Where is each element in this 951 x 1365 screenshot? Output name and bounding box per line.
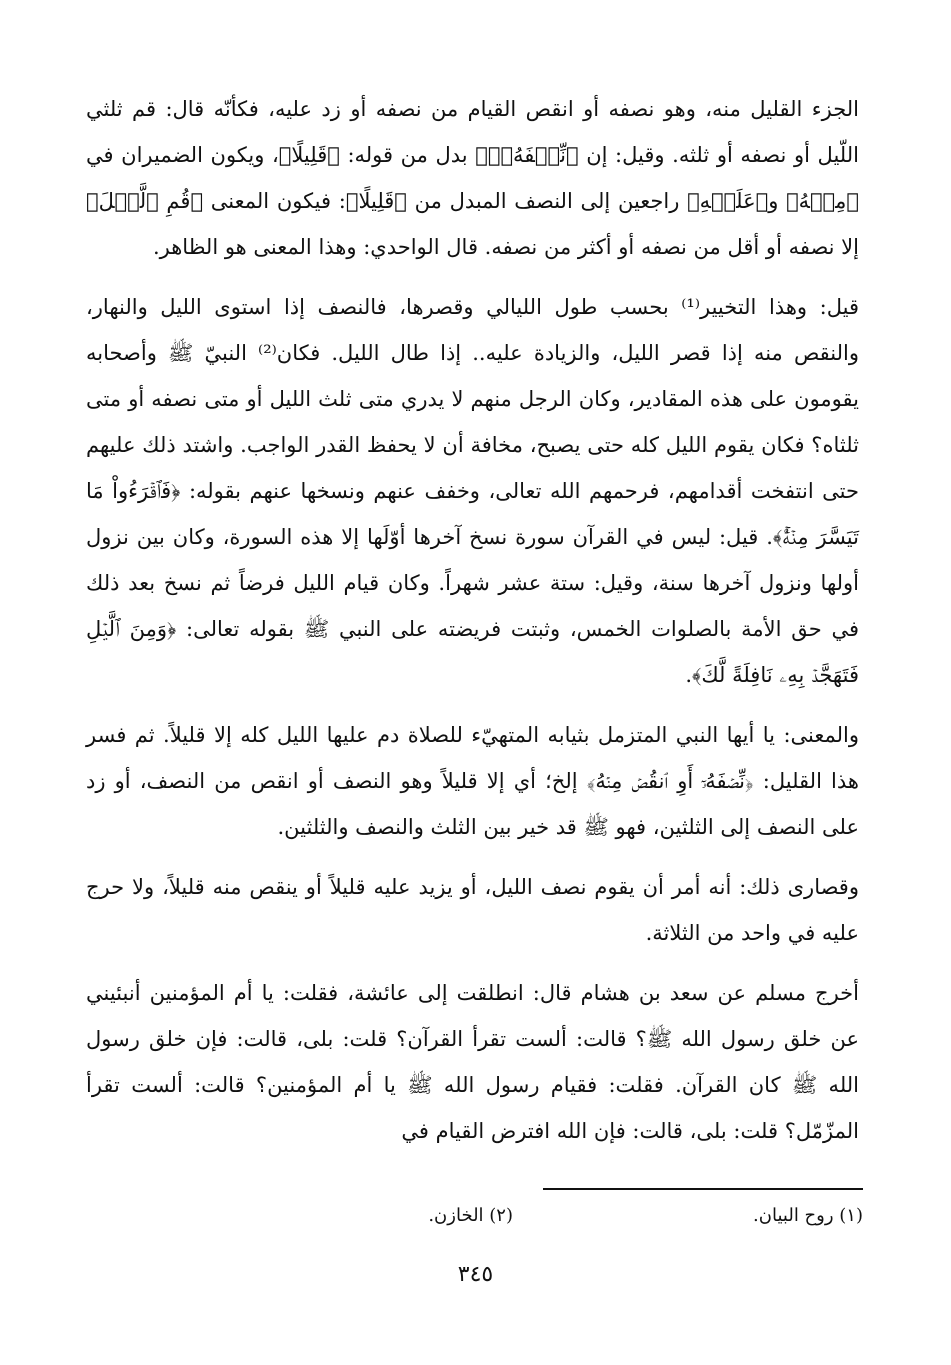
paragraph-1: الجزء القليل منه، وهو نصفه أو انقص القيام من نصفه أو زد عليه، فكأنّه قال: قم ثلثي اللّيل أو نصفه أو ثلثه. وقيل: إن ﴿نِّصۡفَهُۥٓ﴾ بدل من قوله: ﴿قَلِيلًا﴾، ويكون الضميران في ﴿مِنۡهُ﴾ و﴿عَلَيۡهِ﴾ راجعين إلى النصف المبدل من ﴿قَلِيلًا﴾: فيكون المعنى ﴿قُمِ ٱلَّيۡلَ﴾ إلا نصفه أو أقل من نصفه أو أكثر من نصفه. قال الواحدي: وهذا المعنى هو الظاهر. (86, 97, 859, 259)
footnote-1: (١) روح البيان. (753, 1205, 863, 1226)
page-number: ٣٤٥ (457, 1262, 494, 1287)
footnotes (303, 1205, 863, 1235)
main-text (86, 86, 859, 1168)
footnote-2: (٢) الخازن. (428, 1205, 513, 1226)
paragraph-2: قيل: وهذا التخيير⁽¹⁾ بحسب طول الليالي وقصرها، فالنصف إذا استوى الليل والنهار، والنقص منه إذا قصر الليل، والزيادة عليه.. إذا طال الليل. فكان⁽²⁾ النبيّ ﷺ وأصحابه يقومون على هذه المقادير، وكان الرجل منهم لا يدري متى ثلث الليل أو متى نصفه أو متى ثلثاه؟ فكان يقوم الليل كله حتى يصبح، مخافة أن لا يحفظ القدر الواجب. واشتد ذلك عليهم حتى انتفخت أقدامهم، فرحمهم الله تعالى، وخفف عنهم ونسخها عنهم بقوله: ﴿فَٱقۡرَءُواْ مَا تَيَسَّرَ مِنۡهُۚ﴾. قيل: ليس في القرآن سورة نسخ آخرها أوّلَها إلا هذه السورة، وكان بين نزول أولها ونزول آخرها سنة، وقيل: ستة عشر شهراً. وكان قيام الليل فرضاً ثم نسخ بعد ذلك في حق الأمة بالصلوات الخمس، وثبتت فريضته على النبي ﷺ بقوله تعالى: ﴿وَمِنَ ٱلَّيۡلِ فَتَهَجَّدۡ بِهِۦ نَافِلَةً لَّكَ﴾. (86, 295, 860, 687)
footnote-divider (543, 1188, 863, 1190)
paragraph-5: أخرج مسلم عن سعد بن هشام قال: انطلقت إلى عائشة، فقلت: يا أم المؤمنين أنبئيني عن خلق رسول الله ﷺ؟ قالت: ألست تقرأ القرآن؟ قلت: بلى، قالت: فإن خلق رسول الله ﷺ كان القرآن. فقلت: فقيام رسول الله ﷺ يا أم المؤمنين؟ قالت: ألست تقرأ المزّمّل؟ قلت: بلى، قالت: فإن الله افترض القيام في (86, 981, 859, 1143)
paragraph-3: والمعنى: يا أيها النبي المتزمل بثيابه المتهيّء للصلاة دم عليها الليل كله إلا قليلاً. ثم فسر هذا القليل: ﴿نِّصۡفَهُۥٓ أَوِ ٱنقُصۡ مِنۡهُ﴾ إلخ؛ أي إلا قليلاً وهو النصف أو انقص من النصف، أو زد على النصف إلى الثلثين، فهو ﷺ قد خير بين الثلث والنصف والثلثين. (86, 723, 859, 839)
paragraph-4: وقصارى ذلك: أنه أمر أن يقوم نصف الليل، أو يزيد عليه قليلاً أو ينقص منه قليلاً، ولا حرج عليه في واحد من الثلاثة. (86, 875, 859, 945)
